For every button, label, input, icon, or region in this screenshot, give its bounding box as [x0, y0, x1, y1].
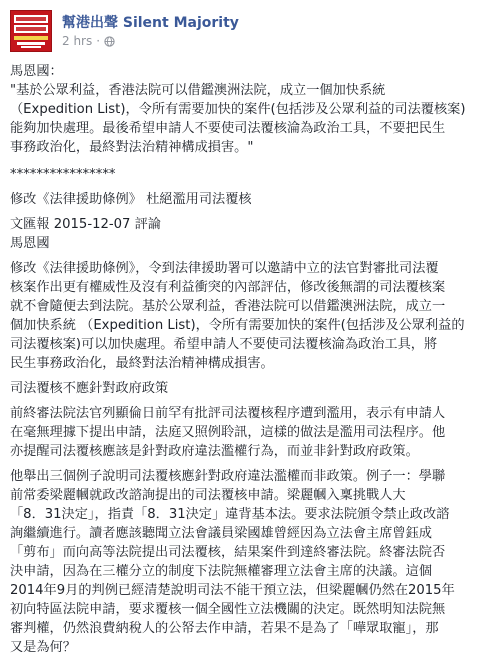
post-meta [62, 34, 115, 48]
article-paragraph-3: 他舉出三個例子說明司法覆核應針對政府違法濫權而非政策。例子一：學聯 前常委梁麗幗就政改諮詢提出的司法覆核申請。梁麗幗入稟挑戰人大 「8．31決定」，指責「8．31決定」違背基本法。要求法院頒令禁止政改諮 詢繼續進行。讀者應該聽聞立法會議員梁國雄曾經因為立法會主席曾鈺成 「剪布」而向高等法院提出司法覆核，結果案件到達終審法院。終審法院否 決申請，因為在三權分立的制度下法院無權審理立法會主席的決議。這個 2014年9月的判例已經清楚說明司法不能干預立法，但梁麗幗仍然在2015年 初向特區法院申請，要求覆核一個全國性立法機關的決定。既然明知法院無 審判權，仍然浪費納稅人的公帑去作申請，若果不是為了「嘩眾取寵」，那 又是為何？ [10, 469, 455, 655]
article-title: 修改《法律援助條例》 杜絕濫用司法覆核 [10, 192, 252, 207]
page-name-link[interactable]: 幫港出聲 Silent Majority [62, 15, 239, 31]
post-header [10, 10, 490, 54]
post-timestamp[interactable]: 2 hrs [62, 34, 93, 48]
article-subheading: 司法覆核不應針對政府政策 [10, 381, 169, 396]
post-paragraph-speaker: 馬恩國： [10, 64, 63, 79]
globe-icon [104, 36, 115, 47]
article-source: 文匯報 2015-12-07 評論 馬恩國 [10, 217, 161, 251]
page-avatar[interactable] [10, 10, 52, 52]
post-body [10, 62, 490, 657]
post-paragraph-quote: "基於公眾利益，香港法院可以借鑑澳洲法院，成立一個加快系統 （Expedition List)，令所有需要加快的案件(包括涉及公眾利益的司法覆核案) 能夠加快處理。最後希望申請人不要使司法覆核淪為政治工具，不要把民生 事務政治化，最終對法治精神構成損害。" [10, 83, 466, 155]
silent-majority-logo-icon [11, 11, 51, 51]
post-divider-stars: **************** [10, 167, 116, 182]
article-paragraph-1: 修改《法律援助條例》，令到法律援助署可以邀請中立的法官對審批司法覆 核案作出更有權威性及沒有利益衝突的內部評估，修改後無謂的司法覆核案 就不會隨便去到法院。基於公眾利益，香港法院可以借鑑澳洲法院，成立一 個加快系統 （Expedition List)，令所有需要加快的案件(包括涉及公眾利益的 司法覆核案)可以加快處理。希望申請人不要使司法覆核淪為政治工具，將 民生事務政治化，最終對法治精神構成損害。 [10, 261, 465, 371]
meta-separator: · [96, 34, 101, 48]
article-paragraph-2: 前終審法院法官列顯倫日前罕有批評司法覆核程序遭到濫用，表示有申請人 在毫無理據下提出申請，法庭又照例聆訊，這樣的做法是濫用司法程序。他 亦提醒司法覆核應該是針對政府違法濫權行為，而並非針對政府政策。 [10, 406, 446, 459]
